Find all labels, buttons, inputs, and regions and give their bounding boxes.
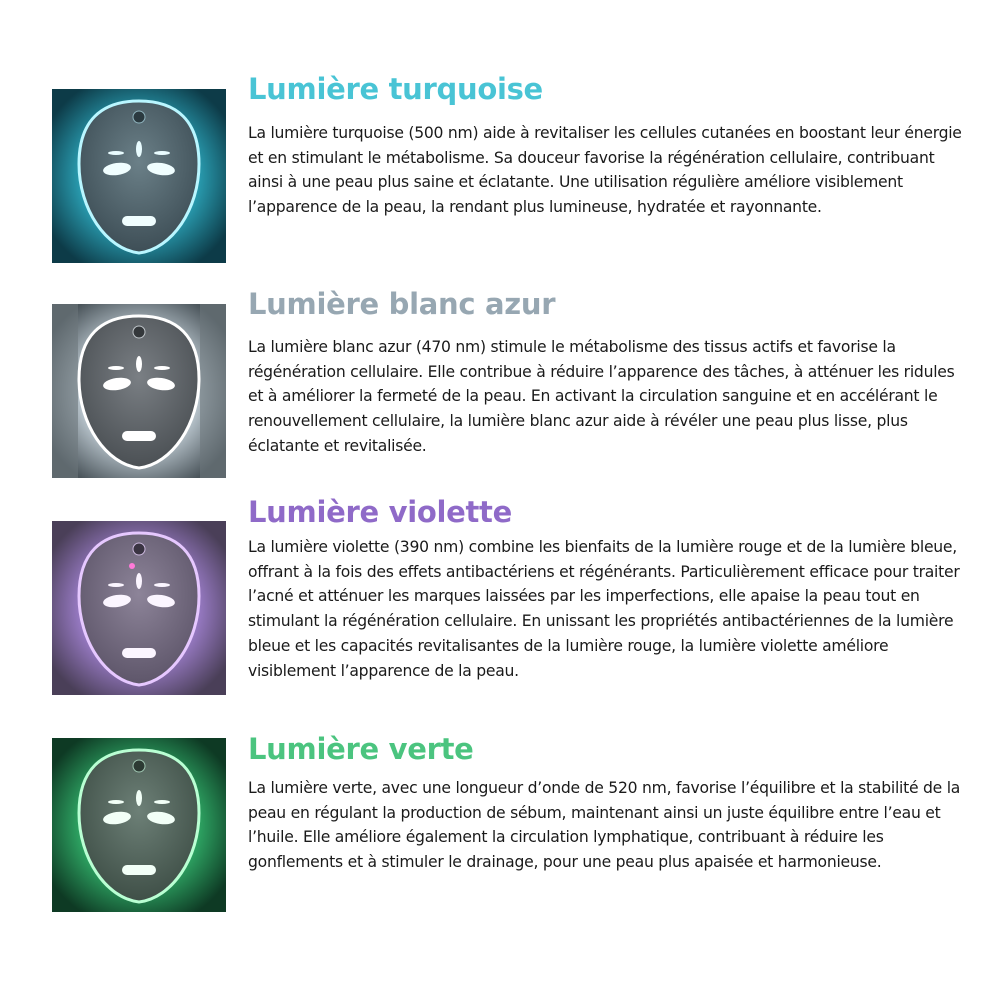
violet-led-mask-photo: [52, 521, 226, 695]
section-title-verte: Lumière verte: [248, 732, 474, 766]
section-title-violette: Lumière violette: [248, 495, 512, 529]
mask-image-turquoise: [52, 89, 226, 263]
green-led-mask-photo: [52, 738, 226, 912]
section-body-verte: La lumière verte, avec une longueur d’onde de 520 nm, favorise l’équilibre et la stabilité de la peau en régulant la production de sébum, maintenant ainsi un juste équilibre entre l’eau et l’huile. Elle améliore également la circulation lymphatique, contribuant à réduire les gonflements et à stimuler le drainage, pour une peau plus apaisée et harmonieuse.: [248, 779, 961, 872]
mask-image-blanc-azur: [52, 304, 226, 478]
section-body-turquoise: La lumière turquoise (500 nm) aide à revitaliser les cellules cutanées en boostant leur énergie et en stimulant le métabolisme. Sa douceur favorise la régénération cellulaire, contribuant ainsi à une peau plus saine et éclatante. Une utilisation régulière améliore visiblement l’apparence de la peau, la rendant plus lumineuse, hydratée et rayonnante.: [248, 124, 962, 217]
section-title-blanc-azur: Lumière blanc azur: [248, 287, 556, 321]
mask-image-verte: [52, 738, 226, 912]
turquoise-led-mask-photo: [52, 89, 226, 263]
section-body-blanc-azur: La lumière blanc azur (470 nm) stimule le métabolisme des tissus actifs et favorise la régénération cellulaire. Elle contribue à réduire l’apparence des tâches, à atténuer les ridules et à améliorer la fermeté de la peau. En activant la circulation sanguine et en accélérant le renouvellement cellulaire, la lumière blanc azur aide à révéler une peau plus lisse, plus éclatante et revitalisée.: [248, 338, 955, 455]
section-body-violette: La lumière violette (390 nm) combine les bienfaits de la lumière rouge et de la lumière bleue, offrant à la fois des effets antibactériens et régénérants. Particulièrement efficace pour traiter l’acné et atténuer les marques laissées par les imperfections, elle apaise la peau tout en stimulant la régénération cellulaire. En unissant les propriétés antibactériennes de la lumière bleue et les capacités revitalisantes de la lumière rouge, la lumière violette améliore visiblement l’apparence de la peau.: [248, 538, 960, 680]
section-title-turquoise: Lumière turquoise: [248, 72, 543, 106]
mask-image-violette: [52, 521, 226, 695]
white-azure-led-mask-photo: [52, 304, 226, 478]
